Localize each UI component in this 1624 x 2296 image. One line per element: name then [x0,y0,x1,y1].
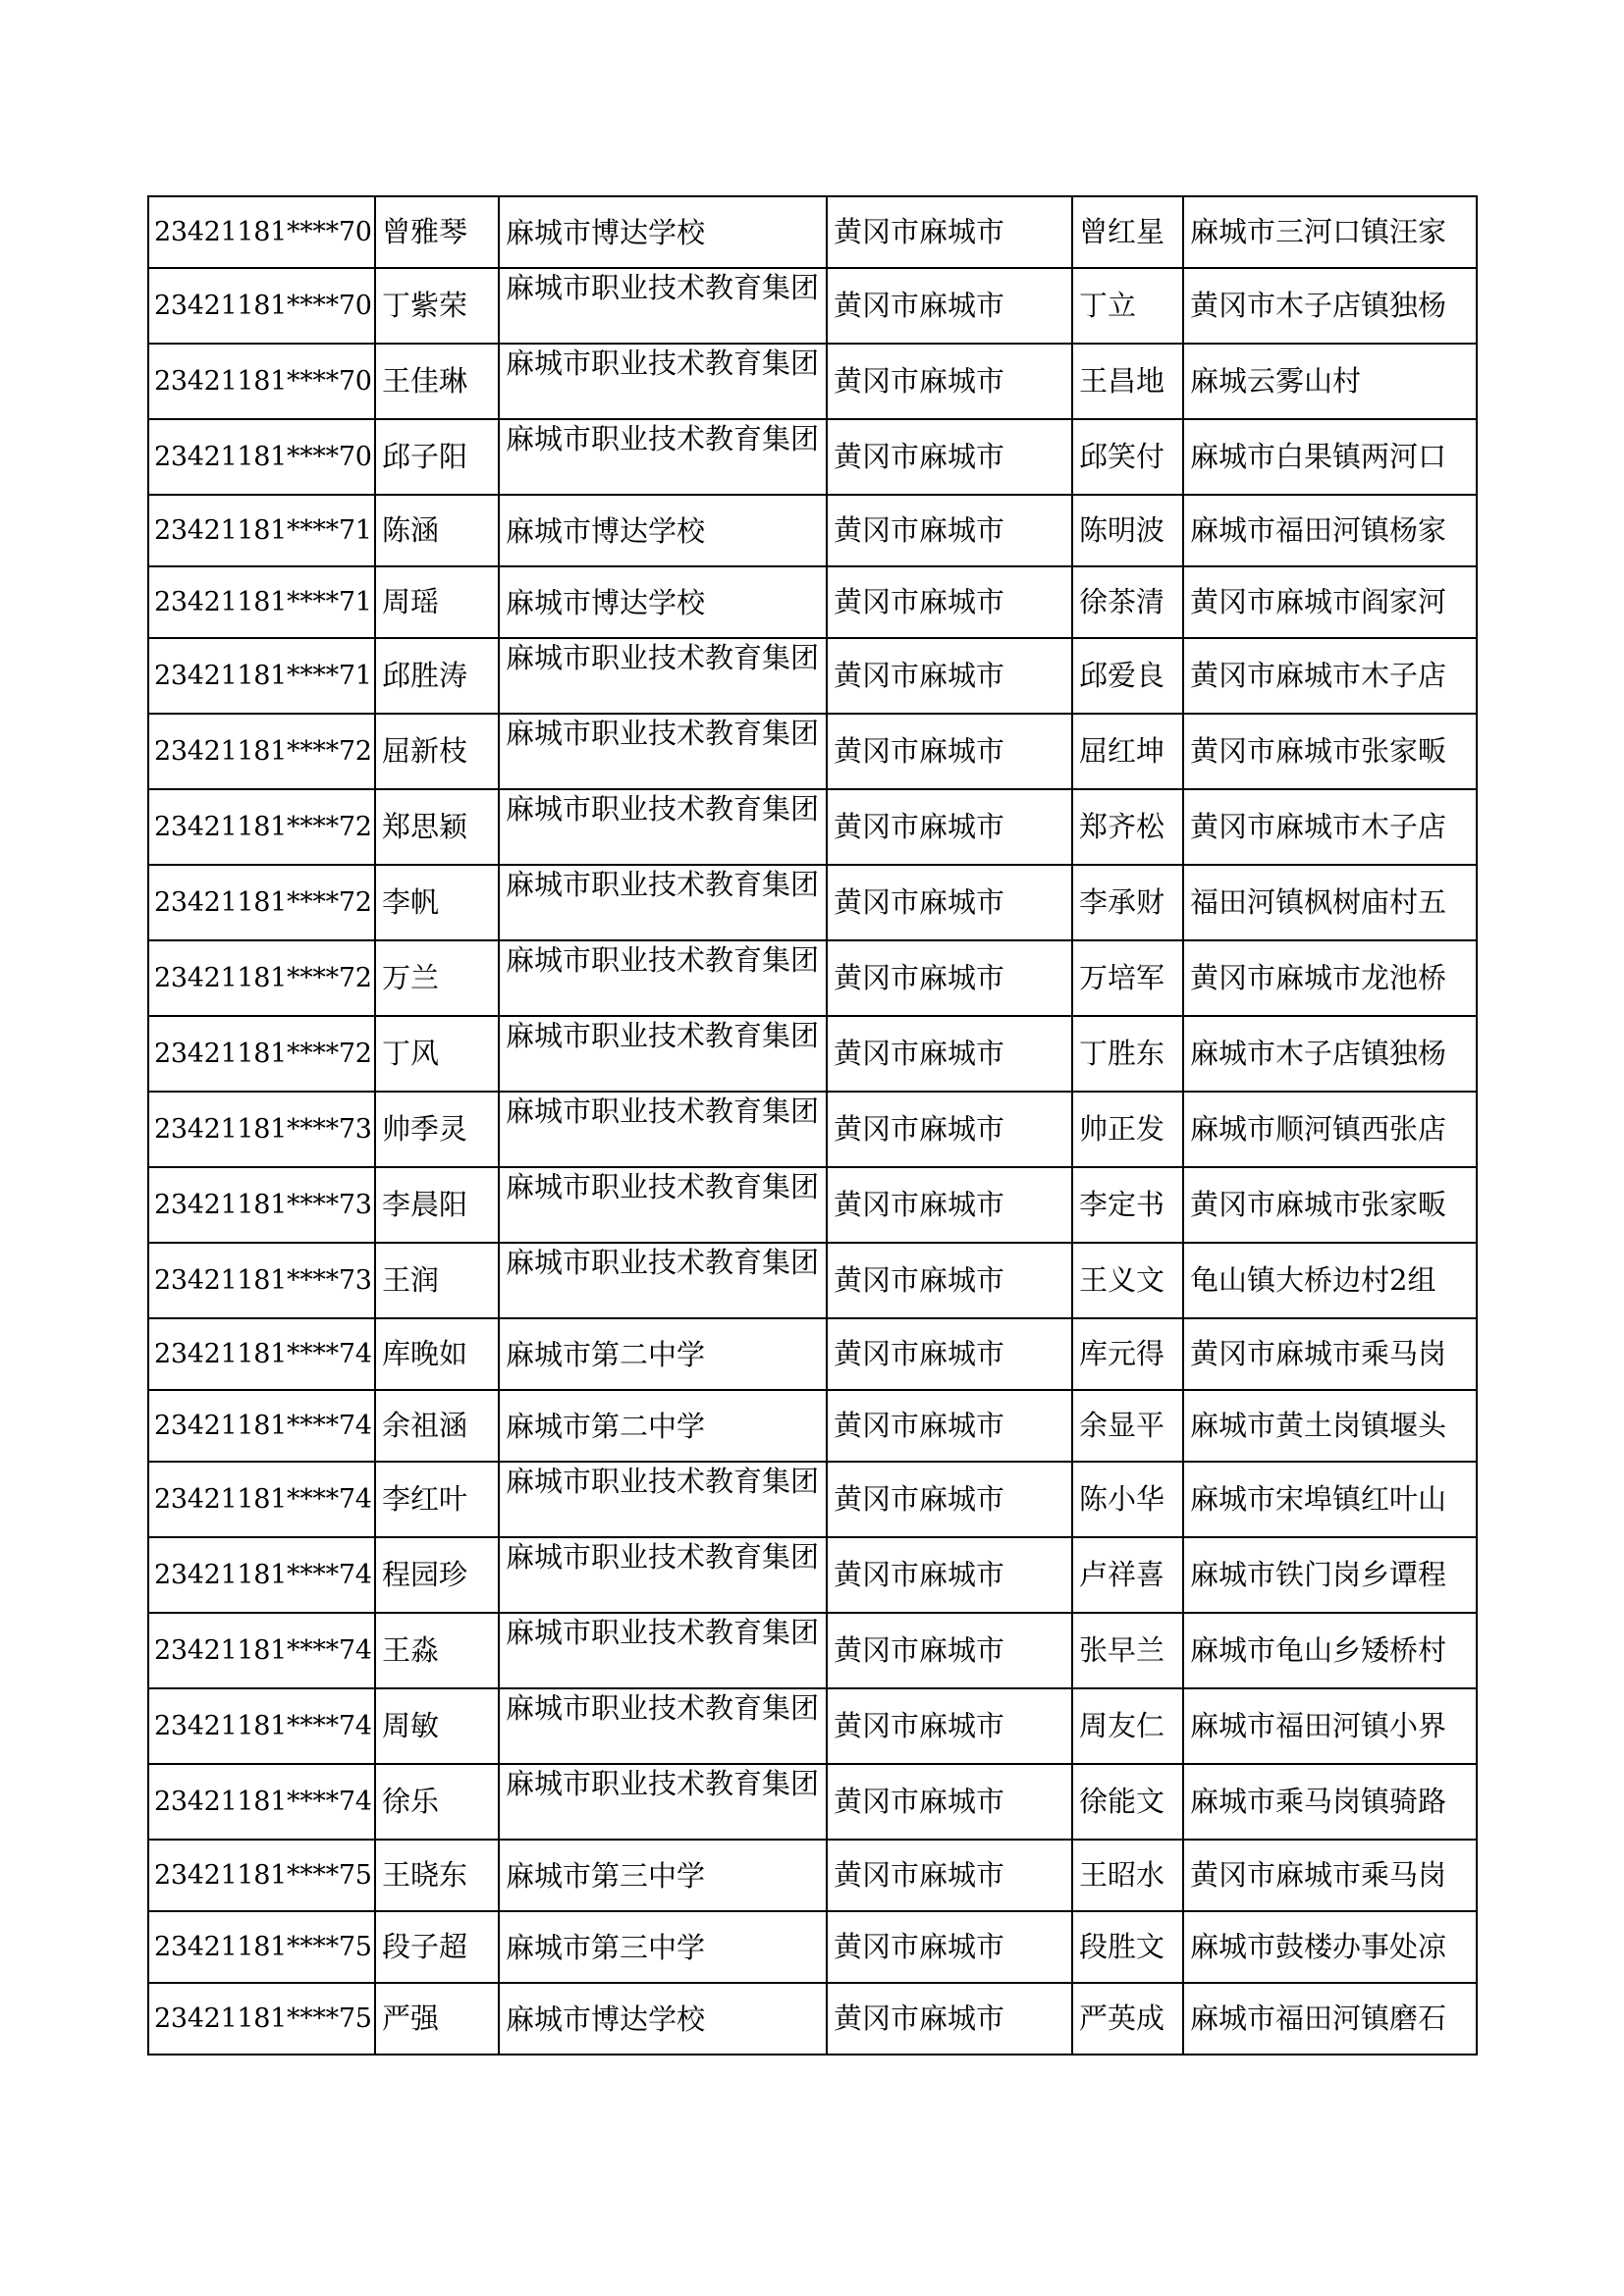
student-name-cell: 周瑶 [375,566,499,638]
table-row [148,1016,1477,1092]
table-row [148,1462,1477,1537]
student-id-cell: 23421181****74 [148,1462,375,1537]
guardian-name-cell: 陈明波 [1072,495,1183,566]
guardian-name-cell: 帅正发 [1072,1092,1183,1167]
school-cell: 麻城市职业技术教育集团 [499,1243,827,1318]
student-name-cell: 郑思颖 [375,789,499,865]
student-id-cell: 23421181****70 [148,268,375,344]
student-id-cell: 23421181****74 [148,1613,375,1688]
student-id-cell: 23421181****75 [148,1911,375,1983]
address-cell: 麻城市白果镇两河口 [1183,419,1477,495]
table-row [148,940,1477,1016]
student-name-cell: 帅季灵 [375,1092,499,1167]
guardian-name-cell: 邱笑付 [1072,419,1183,495]
table-row [148,789,1477,865]
region-cell: 黄冈市麻城市 [827,419,1072,495]
region-cell: 黄冈市麻城市 [827,789,1072,865]
school-cell: 麻城市职业技术教育集团 [499,1092,827,1167]
student-id-cell: 23421181****71 [148,638,375,714]
region-cell: 黄冈市麻城市 [827,638,1072,714]
table-row [148,344,1477,419]
table-row [148,1688,1477,1764]
table-row [148,268,1477,344]
guardian-name-cell: 郑齐松 [1072,789,1183,865]
student-id-cell: 23421181****70 [148,196,375,268]
school-cell: 麻城市第二中学 [499,1318,827,1390]
address-cell: 麻城市黄土岗镇堰头 [1183,1390,1477,1462]
address-cell: 黄冈市麻城市木子店 [1183,638,1477,714]
table-row [148,638,1477,714]
student-name-cell: 王佳琳 [375,344,499,419]
student-id-cell: 23421181****70 [148,419,375,495]
region-cell: 黄冈市麻城市 [827,1318,1072,1390]
school-cell: 麻城市职业技术教育集团 [499,1688,827,1764]
region-cell: 黄冈市麻城市 [827,1688,1072,1764]
student-name-cell: 王淼 [375,1613,499,1688]
student-name-cell: 曾雅琴 [375,196,499,268]
guardian-name-cell: 李定书 [1072,1167,1183,1243]
table-row [148,1537,1477,1613]
school-cell: 麻城市职业技术教育集团 [499,714,827,789]
student-name-cell: 邱子阳 [375,419,499,495]
region-cell: 黄冈市麻城市 [827,1243,1072,1318]
region-cell: 黄冈市麻城市 [827,495,1072,566]
school-cell: 麻城市博达学校 [499,495,827,566]
student-name-cell: 库晚如 [375,1318,499,1390]
school-cell: 麻城市职业技术教育集团 [499,1537,827,1613]
address-cell: 黄冈市麻城市阎家河 [1183,566,1477,638]
address-cell: 麻城市三河口镇汪家 [1183,196,1477,268]
student-name-cell: 周敏 [375,1688,499,1764]
school-cell: 麻城市职业技术教育集团 [499,865,827,940]
address-cell: 龟山镇大桥边村2组 [1183,1243,1477,1318]
region-cell: 黄冈市麻城市 [827,344,1072,419]
region-cell: 黄冈市麻城市 [827,268,1072,344]
region-cell: 黄冈市麻城市 [827,1167,1072,1243]
student-id-cell: 23421181****73 [148,1243,375,1318]
region-cell: 黄冈市麻城市 [827,1092,1072,1167]
student-id-cell: 23421181****74 [148,1318,375,1390]
address-cell: 麻城市龟山乡矮桥村 [1183,1613,1477,1688]
guardian-name-cell: 邱爱良 [1072,638,1183,714]
student-id-cell: 23421181****72 [148,1016,375,1092]
table-row [148,1167,1477,1243]
region-cell: 黄冈市麻城市 [827,865,1072,940]
school-cell: 麻城市职业技术教育集团 [499,789,827,865]
school-cell: 麻城市职业技术教育集团 [499,344,827,419]
student-id-cell: 23421181****72 [148,714,375,789]
region-cell: 黄冈市麻城市 [827,1537,1072,1613]
school-cell: 麻城市博达学校 [499,1983,827,2055]
address-cell: 福田河镇枫树庙村五 [1183,865,1477,940]
school-cell: 麻城市第三中学 [499,1911,827,1983]
table-row [148,1983,1477,2055]
table-row [148,419,1477,495]
table-row [148,1911,1477,1983]
guardian-name-cell: 曾红星 [1072,196,1183,268]
address-cell: 麻城市顺河镇西张店 [1183,1092,1477,1167]
student-name-cell: 程园珍 [375,1537,499,1613]
guardian-name-cell: 丁立 [1072,268,1183,344]
guardian-name-cell: 段胜文 [1072,1911,1183,1983]
region-cell: 黄冈市麻城市 [827,940,1072,1016]
guardian-name-cell: 李承财 [1072,865,1183,940]
table-row [148,495,1477,566]
address-cell: 麻城市宋埠镇红叶山 [1183,1462,1477,1537]
region-cell: 黄冈市麻城市 [827,1613,1072,1688]
address-cell: 黄冈市木子店镇独杨 [1183,268,1477,344]
school-cell: 麻城市职业技术教育集团 [499,638,827,714]
region-cell: 黄冈市麻城市 [827,1840,1072,1911]
student-id-cell: 23421181****72 [148,789,375,865]
region-cell: 黄冈市麻城市 [827,566,1072,638]
guardian-name-cell: 周友仁 [1072,1688,1183,1764]
student-id-cell: 23421181****71 [148,566,375,638]
region-cell: 黄冈市麻城市 [827,1911,1072,1983]
address-cell: 黄冈市麻城市乘马岗 [1183,1840,1477,1911]
student-id-cell: 23421181****71 [148,495,375,566]
address-cell: 黄冈市麻城市木子店 [1183,789,1477,865]
table-row [148,566,1477,638]
school-cell: 麻城市第二中学 [499,1390,827,1462]
address-cell: 黄冈市麻城市张家畈 [1183,1167,1477,1243]
student-id-cell: 23421181****72 [148,940,375,1016]
student-id-cell: 23421181****74 [148,1390,375,1462]
student-name-cell: 段子超 [375,1911,499,1983]
student-name-cell: 万兰 [375,940,499,1016]
school-cell: 麻城市职业技术教育集团 [499,1016,827,1092]
address-cell: 麻城市木子店镇独杨 [1183,1016,1477,1092]
table-row [148,1840,1477,1911]
student-id-cell: 23421181****73 [148,1167,375,1243]
school-cell: 麻城市职业技术教育集团 [499,268,827,344]
student-name-cell: 李帆 [375,865,499,940]
student-name-cell: 王晓东 [375,1840,499,1911]
address-cell: 黄冈市麻城市张家畈 [1183,714,1477,789]
region-cell: 黄冈市麻城市 [827,1983,1072,2055]
student-name-cell: 邱胜涛 [375,638,499,714]
region-cell: 黄冈市麻城市 [827,196,1072,268]
guardian-name-cell: 徐能文 [1072,1764,1183,1840]
address-cell: 麻城市福田河镇小界 [1183,1688,1477,1764]
guardian-name-cell: 王昭水 [1072,1840,1183,1911]
student-name-cell: 陈涵 [375,495,499,566]
guardian-name-cell: 王义文 [1072,1243,1183,1318]
guardian-name-cell: 张早兰 [1072,1613,1183,1688]
school-cell: 麻城市职业技术教育集团 [499,1167,827,1243]
school-cell: 麻城市职业技术教育集团 [499,940,827,1016]
region-cell: 黄冈市麻城市 [827,1016,1072,1092]
student-id-cell: 23421181****73 [148,1092,375,1167]
address-cell: 黄冈市麻城市乘马岗 [1183,1318,1477,1390]
guardian-name-cell: 万培军 [1072,940,1183,1016]
student-name-cell: 李晨阳 [375,1167,499,1243]
address-cell: 麻城市鼓楼办事处凉 [1183,1911,1477,1983]
roster-table [147,195,1478,2056]
student-name-cell: 严强 [375,1983,499,2055]
student-id-cell: 23421181****75 [148,1983,375,2055]
address-cell: 麻城市福田河镇杨家 [1183,495,1477,566]
table-row [148,714,1477,789]
school-cell: 麻城市职业技术教育集团 [499,1613,827,1688]
address-cell: 麻城市乘马岗镇骑路 [1183,1764,1477,1840]
student-id-cell: 23421181****72 [148,865,375,940]
school-cell: 麻城市博达学校 [499,196,827,268]
table-row [148,196,1477,268]
table-row [148,865,1477,940]
school-cell: 麻城市博达学校 [499,566,827,638]
region-cell: 黄冈市麻城市 [827,714,1072,789]
guardian-name-cell: 丁胜东 [1072,1016,1183,1092]
guardian-name-cell: 余显平 [1072,1390,1183,1462]
student-name-cell: 王润 [375,1243,499,1318]
region-cell: 黄冈市麻城市 [827,1390,1072,1462]
table-row [148,1764,1477,1840]
student-id-cell: 23421181****70 [148,344,375,419]
student-name-cell: 丁风 [375,1016,499,1092]
guardian-name-cell: 陈小华 [1072,1462,1183,1537]
student-name-cell: 李红叶 [375,1462,499,1537]
address-cell: 麻城市铁门岗乡谭程 [1183,1537,1477,1613]
guardian-name-cell: 库元得 [1072,1318,1183,1390]
table-row [148,1318,1477,1390]
student-name-cell: 丁紫荣 [375,268,499,344]
address-cell: 麻城云雾山村 [1183,344,1477,419]
guardian-name-cell: 王昌地 [1072,344,1183,419]
student-name-cell: 屈新枝 [375,714,499,789]
table-row [148,1390,1477,1462]
guardian-name-cell: 徐茶清 [1072,566,1183,638]
school-cell: 麻城市职业技术教育集团 [499,1462,827,1537]
student-id-cell: 23421181****74 [148,1537,375,1613]
student-id-cell: 23421181****74 [148,1688,375,1764]
roster-body [148,196,1477,2055]
guardian-name-cell: 屈红坤 [1072,714,1183,789]
school-cell: 麻城市职业技术教育集团 [499,419,827,495]
student-name-cell: 徐乐 [375,1764,499,1840]
table-row [148,1243,1477,1318]
student-name-cell: 余祖涵 [375,1390,499,1462]
address-cell: 黄冈市麻城市龙池桥 [1183,940,1477,1016]
guardian-name-cell: 严英成 [1072,1983,1183,2055]
guardian-name-cell: 卢祥喜 [1072,1537,1183,1613]
region-cell: 黄冈市麻城市 [827,1764,1072,1840]
school-cell: 麻城市第三中学 [499,1840,827,1911]
table-row [148,1613,1477,1688]
table-row [148,1092,1477,1167]
address-cell: 麻城市福田河镇磨石 [1183,1983,1477,2055]
school-cell: 麻城市职业技术教育集团 [499,1764,827,1840]
student-id-cell: 23421181****75 [148,1840,375,1911]
student-id-cell: 23421181****74 [148,1764,375,1840]
region-cell: 黄冈市麻城市 [827,1462,1072,1537]
